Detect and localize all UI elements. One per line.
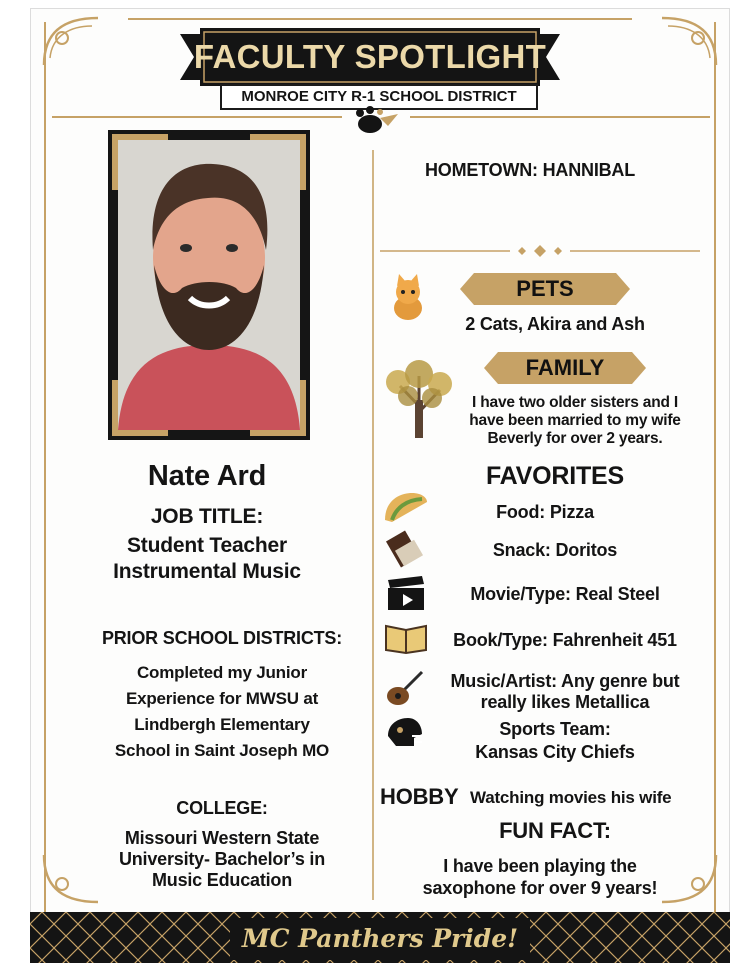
hometown: HOMETOWN: HANNIBAL <box>424 160 636 180</box>
frame-left-line <box>44 22 46 912</box>
favorite-movie: Movie/Type: Real Steel <box>470 584 660 604</box>
pets-value: 2 Cats, Akira and Ash <box>465 314 645 334</box>
guitar-icon <box>384 668 426 708</box>
football-helmet-icon <box>384 716 424 750</box>
college-label: COLLEGE: <box>176 798 268 818</box>
tree-icon <box>378 356 460 442</box>
prior-districts-value: Completed my Junior Experience for MWSU at Lindbergh Elementary School in Saint Joseph MO <box>114 663 330 760</box>
open-book-icon <box>384 622 428 654</box>
favorite-snack: Snack: Doritos <box>492 540 618 560</box>
frame-right-line <box>714 22 716 912</box>
page-title: FACULTY SPOTLIGHT <box>193 38 547 75</box>
clapperboard-icon <box>386 574 426 612</box>
column-divider <box>372 150 374 900</box>
header-rule-right <box>410 116 710 118</box>
pets-label: PETS <box>516 276 574 301</box>
hobby-label: HOBBY <box>380 784 459 809</box>
chocolate-bar-icon <box>386 530 424 568</box>
fun-fact-value: I have been playing the saxophone for over 9 years! <box>422 856 658 898</box>
taco-icon <box>382 490 428 524</box>
divider-ornament-icon <box>380 244 700 258</box>
favorite-food: Food: Pizza <box>496 502 594 522</box>
district-name: MONROE CITY R-1 SCHOOL DISTRICT <box>220 84 538 110</box>
header-rule-left <box>52 116 342 118</box>
prior-districts-label: PRIOR SCHOOL DISTRICTS: <box>101 628 343 648</box>
footer-slogan: MC Panthers Pride! <box>230 918 530 960</box>
job-title-label: JOB TITLE: <box>150 505 264 528</box>
favorite-sports-team: Sports Team: Kansas City Chiefs <box>475 719 635 762</box>
job-title-value: Student Teacher Instrumental Music <box>113 534 301 583</box>
favorite-book: Book/Type: Fahrenheit 451 <box>453 630 677 650</box>
teacher-name: Nate Ard <box>147 460 267 492</box>
fun-fact-label: FUN FACT: <box>499 818 611 843</box>
panther-paw-icon <box>350 106 400 136</box>
hobby-value: Watching movies his wife <box>470 788 672 807</box>
family-label: FAMILY <box>525 355 605 380</box>
favorite-music: Music/Artist: Any genre but really likes Metallica <box>450 671 680 712</box>
corner-flourish-icon <box>36 10 106 70</box>
college-value: Missouri Western State University- Bachelor’s in Music Education <box>118 828 326 890</box>
cat-icon <box>384 272 432 322</box>
corner-flourish-icon <box>654 10 724 70</box>
portrait-photo <box>118 140 300 430</box>
frame-top-line <box>128 18 632 20</box>
family-value: I have two older sisters and I have been married to my wife Beverly for over 2 years. <box>469 394 681 447</box>
favorites-label: FAVORITES <box>485 462 625 490</box>
portrait-photo-icon <box>118 140 300 430</box>
